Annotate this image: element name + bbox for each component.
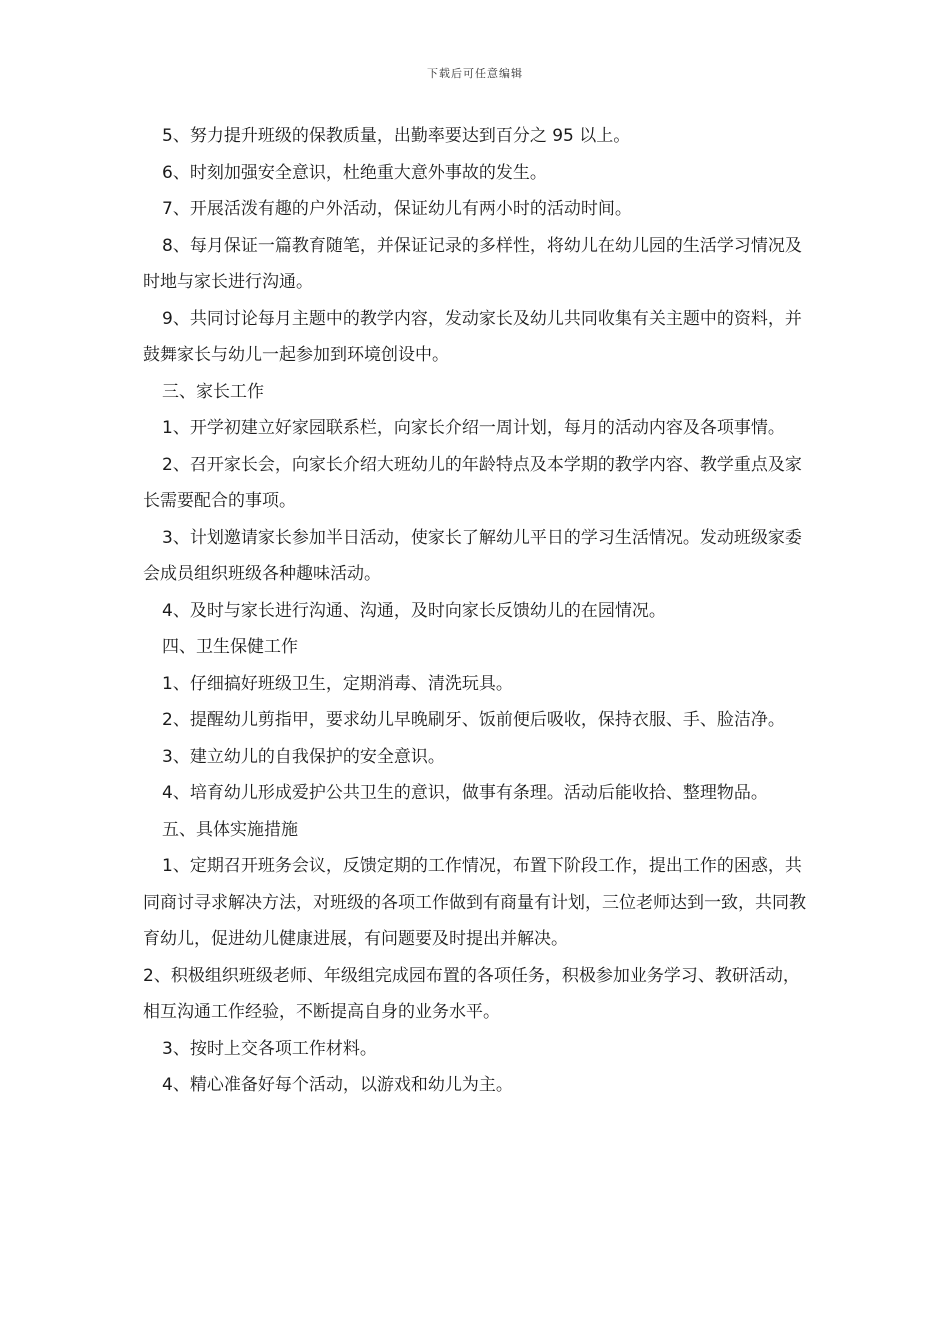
paragraph: 3、建立幼儿的自我保护的安全意识。 bbox=[162, 746, 445, 767]
paragraph: 2、积极组织班级老师、年级组完成园布置的各项任务，积极参加业务学习、教研活动，相互沟通工作经验，不断提高自身的业务水平。 bbox=[143, 965, 800, 1022]
section-heading: 三、家长工作 bbox=[162, 381, 264, 402]
paragraph: 8、每月保证一篇教育随笔，并保证记录的多样性，将幼儿在幼儿园的生活学习情况及时地与家长进行沟通。 bbox=[143, 235, 802, 292]
paragraph: 1、开学初建立好家园联系栏，向家长介绍一周计划，每月的活动内容及各项事情。 bbox=[162, 418, 785, 438]
section-heading: 四、卫生保健工作 bbox=[162, 637, 298, 657]
paragraph: 1、定期召开班务会议，反馈定期的工作情况，布置下阶段工作，提出工作的困惑，共同商讨寻求解决方法，对班级的各项工作做到有商量有计划，三位老师达到一致，共同教育幼儿，促进幼儿健康进展，有问题要及时提出并解决。 bbox=[143, 856, 806, 949]
paragraph: 1、仔细搞好班级卫生，定期消毒、清洗玩具。 bbox=[162, 673, 513, 694]
document-body bbox=[143, 118, 811, 1104]
paragraph: 3、按时上交各项工作材料。 bbox=[162, 1038, 377, 1059]
paragraph: 4、及时与家长进行沟通、沟通，及时向家长反馈幼儿的在园情况。 bbox=[162, 600, 666, 621]
paragraph: 2、召开家长会，向家长介绍大班幼儿的年龄特点及本学期的教学内容、教学重点及家长需要配合的事项。 bbox=[143, 454, 802, 511]
paragraph: 6、时刻加强安全意识，杜绝重大意外事故的发生。 bbox=[162, 162, 547, 183]
paragraph: 4、培育幼儿形成爱护公共卫生的意识，做事有条理。活动后能收拾、整理物品。 bbox=[162, 783, 768, 803]
paragraph: 5、努力提升班级的保教质量，出勤率要达到百分之 95 以上。 bbox=[162, 126, 631, 146]
page-header-note: 下载后可任意编辑 bbox=[427, 67, 523, 80]
paragraph: 2、提醒幼儿剪指甲，要求幼儿早晚刷牙、饭前便后吸收，保持衣服、手、脸洁净。 bbox=[162, 710, 785, 730]
paragraph: 7、开展活泼有趣的户外活动，保证幼儿有两小时的活动时间。 bbox=[162, 199, 632, 219]
paragraph: 3、计划邀请家长参加半日活动，使家长了解幼儿平日的学习生活情况。发动班级家委会成员组织班级各种趣味活动。 bbox=[143, 527, 802, 584]
paragraph: 9、共同讨论每月主题中的教学内容，发动家长及幼儿共同收集有关主题中的资料，并鼓舞家长与幼儿一起参加到环境创设中。 bbox=[143, 308, 802, 365]
section-heading: 五、具体实施措施 bbox=[162, 819, 298, 840]
paragraph: 4、精心准备好每个活动，以游戏和幼儿为主。 bbox=[162, 1075, 513, 1095]
